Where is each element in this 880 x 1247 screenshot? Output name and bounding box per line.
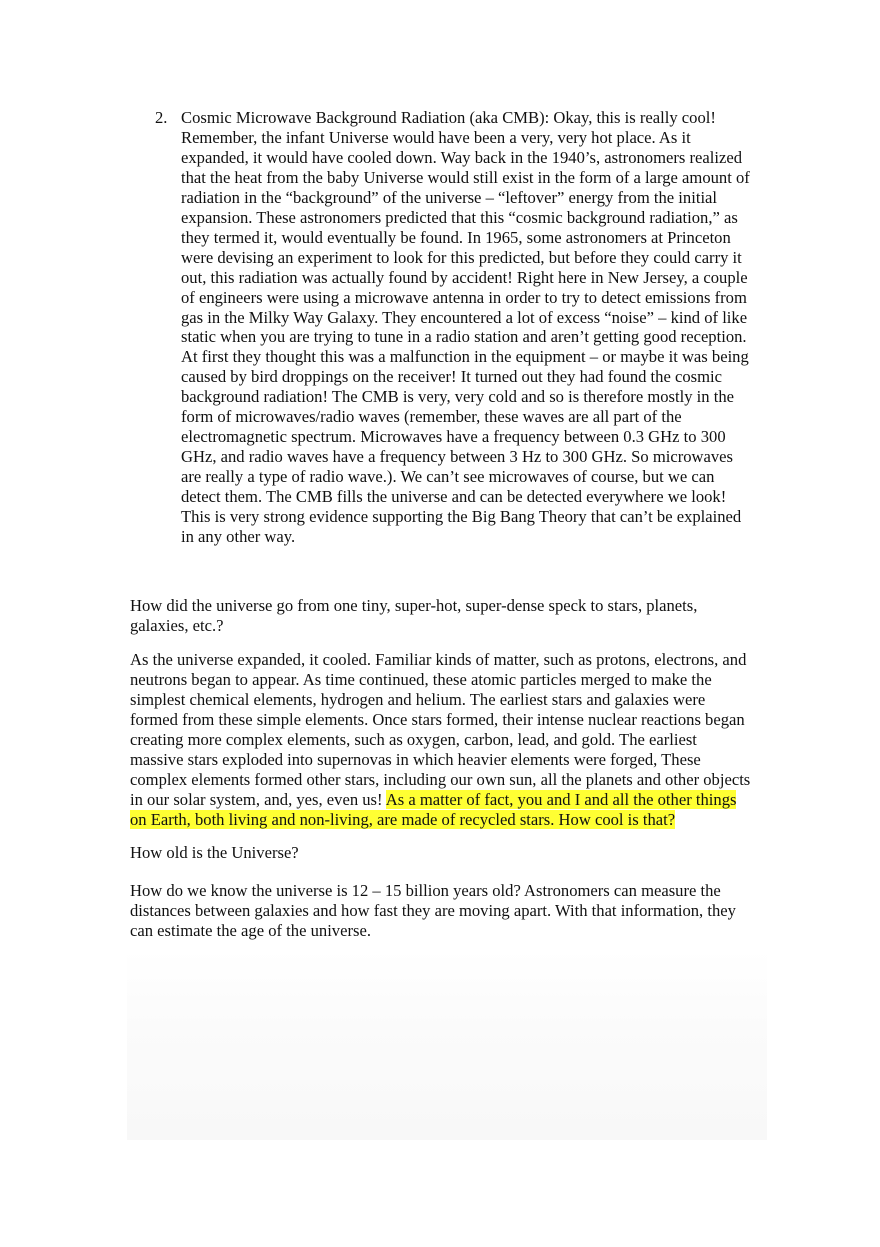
paragraph-line: electromagnetic spectrum. Microwaves have a frequency between 0.3 GHz to 300 [181,427,726,447]
answer-universe-evolution [130,650,780,830]
paragraph-line: they termed it, would eventually be found. In 1965, some astronomers at Princeton [181,227,731,247]
paragraph-line: GHz, and radio waves have a frequency between 3 Hz to 300 GHz. So microwaves [181,447,734,467]
answer-line: neutrons began to appear. As time continued, these atomic particles merged to make the [130,669,712,689]
paragraph-line: were devising an experiment to look for this predicted, but before they could carry it [181,247,742,267]
paragraph-line: detect them. The CMB fills the universe and can be detected everywhere we look! [181,487,727,507]
blank-area [127,950,767,1140]
question-line: galaxies, etc.? [130,615,224,635]
answer-line: simplest chemical elements, hydrogen and helium. The earliest stars and galaxies were [130,689,706,709]
paragraph-line: Remember, the infant Universe would have been a very, very hot place. As it [181,127,691,147]
question-line: How did the universe go from one tiny, super-hot, super-dense speck to stars, planets, [130,596,698,615]
paragraph-line: gas in the Milky Way Galaxy. They encountered a lot of excess “noise” – kind of like [181,307,748,327]
question-universe-evolution [130,596,780,636]
paragraph-line: Cosmic Microwave Background Radiation (aka CMB): Okay, this is really cool! [181,108,716,127]
list-number: 2. [155,108,168,127]
answer-line: formed from these simple elements. Once stars formed, their intense nuclear reactions began [130,709,745,729]
answer-line: As the universe expanded, it cooled. Familiar kinds of matter, such as protons, electrons, and [130,650,747,669]
paragraph-line: static when you are trying to tune in a radio station and aren’t getting good reception. [181,327,747,347]
paragraph-line: in any other way. [181,527,296,547]
paragraph-line: of engineers were using a microwave antenna in order to try to detect emissions from [181,287,747,307]
paragraph-line: expanded, it would have cooled down. Way back in the 1940’s, astronomers realized [181,147,743,167]
question-universe-age [130,843,780,863]
paragraph-line: form of microwaves/radio waves (remember, these waves are all part of the [181,407,682,427]
answer-text: in our solar system, and, yes, even us! [130,789,386,809]
highlighted-text: on Earth, both living and non-living, are made of recycled stars. How cool is that? [130,809,676,829]
question-line: How old is the Universe? [130,843,299,862]
paragraph-line: that the heat from the baby Universe would still exist in the form of a large amount of [181,167,750,187]
paragraph-line: This is very strong evidence supporting the Big Bang Theory that can’t be explained [181,507,742,527]
paragraph-line: expansion. These astronomers predicted that this “cosmic background radiation,” as [181,207,738,227]
answer-line: How do we know the universe is 12 – 15 billion years old? Astronomers can measure the [130,881,721,900]
paragraph-line: are really a type of radio wave.). We can’t see microwaves of course, but we can [181,467,715,487]
highlighted-text: As a matter of fact, you and I and all the other things [385,789,737,809]
paragraph-line: radiation in the “background” of the universe – “leftover” energy from the initial [181,187,718,207]
answer-line: can estimate the age of the universe. [130,920,371,940]
answer-line-mixed [130,790,780,810]
answer-line-highlighted [130,810,780,830]
answer-line: massive stars exploded into supernovas in which heavier elements were forged, These [130,749,701,769]
paragraph-line: out, this radiation was actually found by accident! Right here in New Jersey, a couple [181,267,748,287]
paragraph-line: caused by bird droppings on the receiver! It turned out they had found the cosmic [181,367,722,387]
answer-line: complex elements formed other stars, including our own sun, all the planets and other objects [130,769,751,789]
answer-line: creating more complex elements, such as oxygen, carbon, lead, and gold. The earliest [130,729,697,749]
cmb-paragraph [181,108,781,547]
answer-universe-age [130,881,780,941]
paragraph-line: background radiation! The CMB is very, very cold and so is therefore mostly in the [181,387,734,407]
paragraph-line: At first they thought this was a malfunction in the equipment – or maybe it was being [181,347,749,367]
answer-line: distances between galaxies and how fast they are moving apart. With that information, they [130,900,736,920]
